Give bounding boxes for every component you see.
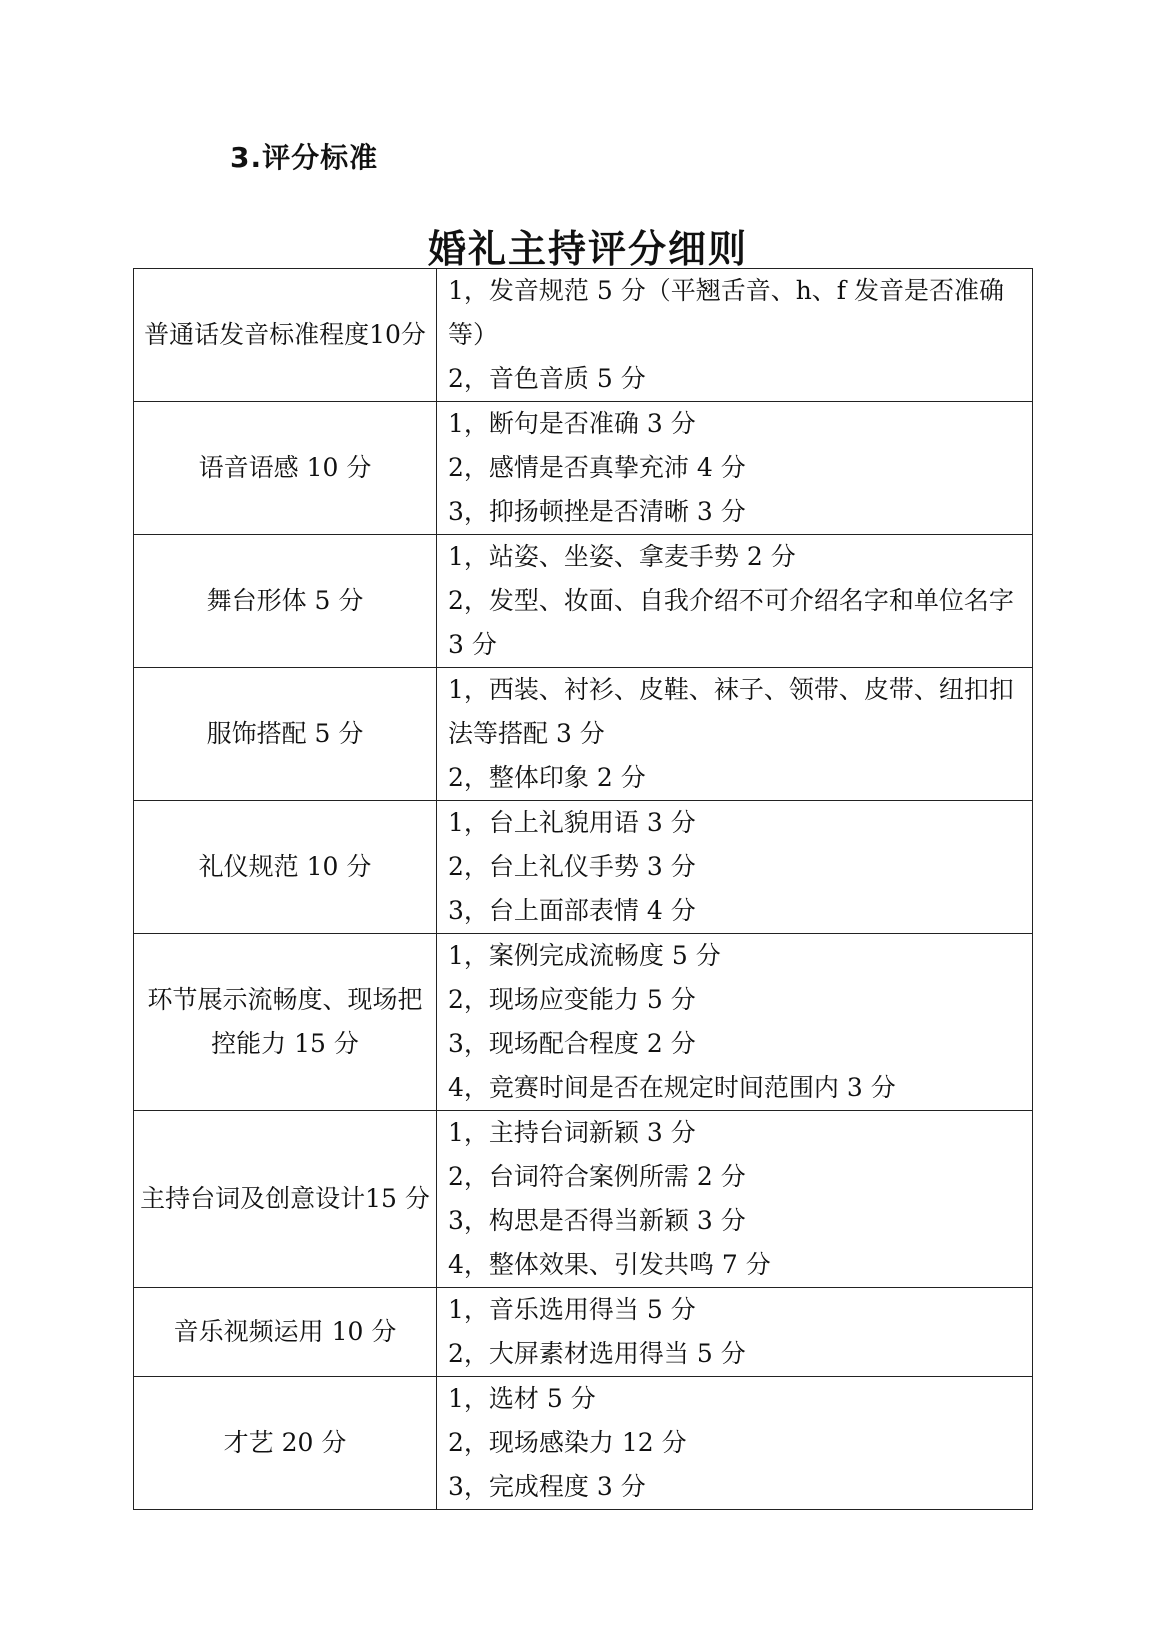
criteria-item: 4，整体效果、引发共鸣 7 分: [448, 1250, 771, 1279]
criteria-item: 2，大屏素材选用得当 5 分: [448, 1339, 746, 1368]
criteria-cell: [437, 1377, 1033, 1510]
category-cell: 音乐视频运用 10 分: [134, 1288, 437, 1377]
criteria-cell: [437, 269, 1033, 402]
table-row: [134, 535, 1033, 668]
criteria-item: 1，音乐选用得当 5 分: [448, 1295, 696, 1324]
criteria-item: 2，整体印象 2 分: [448, 763, 646, 792]
scoring-table: [133, 268, 1033, 1510]
criteria-cell: [437, 1111, 1033, 1288]
criteria-item: 1，台上礼貌用语 3 分: [448, 808, 696, 837]
category-cell: 环节展示流畅度、现场把控能力 15 分: [134, 934, 437, 1111]
table-row: [134, 801, 1033, 934]
criteria-item: 1，西装、衬衫、皮鞋、袜子、领带、皮带、纽扣扣法等搭配 3 分: [448, 675, 1014, 748]
criteria-cell: [437, 535, 1033, 668]
category-cell: 服饰搭配 5 分: [134, 668, 437, 801]
criteria-item: 1，主持台词新颖 3 分: [448, 1118, 696, 1147]
criteria-item: 2，感情是否真挚充沛 4 分: [448, 453, 746, 482]
criteria-item: 3，构思是否得当新颖 3 分: [448, 1206, 746, 1235]
criteria-item: 2，台词符合案例所需 2 分: [448, 1162, 746, 1191]
category-cell: 舞台形体 5 分: [134, 535, 437, 668]
category-cell: 才艺 20 分: [134, 1377, 437, 1510]
criteria-item: 2，现场感染力 12 分: [448, 1428, 687, 1457]
category-cell: 语音语感 10 分: [134, 402, 437, 535]
criteria-cell: [437, 801, 1033, 934]
table-row: [134, 269, 1033, 402]
document-title: 婚礼主持评分细则: [427, 227, 748, 271]
criteria-item: 3，抑扬顿挫是否清晰 3 分: [448, 497, 746, 526]
table-row: [134, 1288, 1033, 1377]
criteria-item: 3，现场配合程度 2 分: [448, 1029, 696, 1058]
criteria-cell: [437, 668, 1033, 801]
category-cell: 主持台词及创意设计15 分: [134, 1111, 437, 1288]
criteria-item: 2，发型、妆面、自我介绍不可介绍名字和单位名字 3 分: [448, 586, 1014, 659]
criteria-item: 1，断句是否准确 3 分: [448, 409, 696, 438]
criteria-item: 1，发音规范 5 分（平翘舌音、h、f 发音是否准确等）: [448, 276, 1005, 349]
category-cell: 普通话发音标准程度10分: [134, 269, 437, 402]
criteria-item: 3，台上面部表情 4 分: [448, 896, 696, 925]
criteria-item: 4，竞赛时间是否在规定时间范围内 3 分: [448, 1073, 896, 1102]
criteria-cell: [437, 934, 1033, 1111]
criteria-item: 1，站姿、坐姿、拿麦手势 2 分: [448, 542, 796, 571]
table-row: [134, 1111, 1033, 1288]
criteria-item: 2，音色音质 5 分: [448, 364, 646, 393]
criteria-item: 3，完成程度 3 分: [448, 1472, 646, 1501]
criteria-item: 2，台上礼仪手势 3 分: [448, 852, 696, 881]
criteria-item: 1，案例完成流畅度 5 分: [448, 941, 721, 970]
criteria-cell: [437, 402, 1033, 535]
criteria-item: 2，现场应变能力 5 分: [448, 985, 696, 1014]
table-row: [134, 934, 1033, 1111]
table-row: [134, 668, 1033, 801]
criteria-cell: [437, 1288, 1033, 1377]
section-heading: 3.评分标准: [230, 141, 379, 174]
table-row: [134, 402, 1033, 535]
table-row: [134, 1377, 1033, 1510]
criteria-item: 1，选材 5 分: [448, 1384, 596, 1413]
category-cell: 礼仪规范 10 分: [134, 801, 437, 934]
